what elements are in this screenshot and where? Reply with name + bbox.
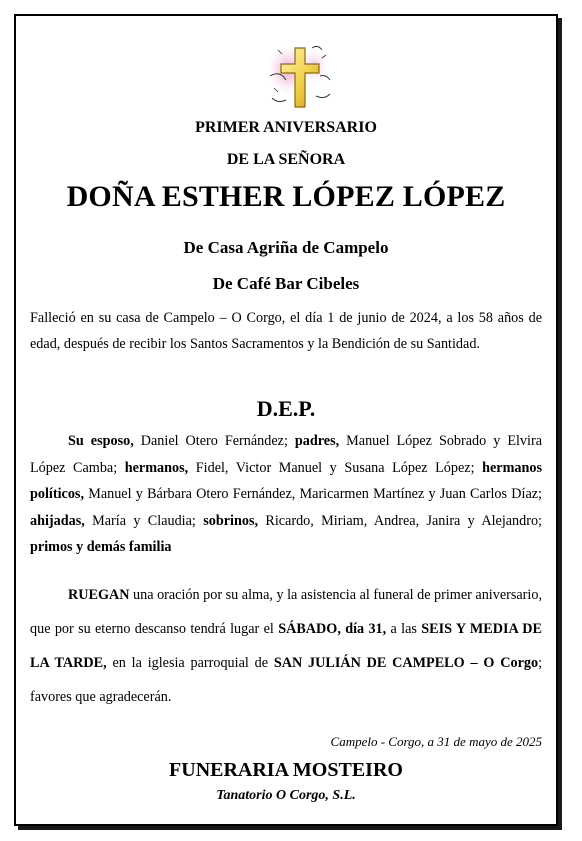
funeral-day: SÁBADO, día 31, xyxy=(278,621,387,637)
hermanos-label: hermanos, xyxy=(124,459,189,476)
ruegan-label: RUEGAN xyxy=(68,587,130,603)
politicos-text: Manuel y Bárbara Otero Fernández, Maricarmen Martínez y Juan Carlos Díaz; xyxy=(84,486,542,502)
primos-label: primos y demás familia xyxy=(30,539,172,555)
sobrinos-label: sobrinos, xyxy=(203,512,259,529)
dep-heading: D.E.P. xyxy=(256,396,316,421)
padres-label: padres, xyxy=(294,433,340,449)
place-date: Campelo - Corgo, a 31 de mayo de 2025 xyxy=(330,734,542,749)
ahijadas-label: ahijadas, xyxy=(30,512,85,529)
esposo-text: Daniel Otero Fernández; xyxy=(133,433,295,449)
church-name: SAN JULIÁN DE CAMPELO – O Corgo xyxy=(273,655,539,671)
padres-text: Manuel López Sobrado y Elvira López Camba; xyxy=(30,433,542,476)
funeral-time: SEIS Y MEDIA DE LA TARDE, xyxy=(30,621,542,671)
request-text-1: una oración por su alma, y la asistencia al funeral de primer aniversario, que por su eterno descanso tendrá lugar el xyxy=(30,587,542,637)
request-text-2: a las xyxy=(386,621,422,637)
deceased-name: DOÑA ESTHER LÓPEZ LÓPEZ xyxy=(66,180,506,213)
house-line-2: De Café Bar Cibeles xyxy=(212,274,360,293)
title-line-2: DE LA SEÑORA xyxy=(226,151,346,168)
hermanos-text: Fidel, Victor Manuel y Susana López López; xyxy=(188,459,483,476)
obituary-card xyxy=(14,14,558,826)
title-line-1: PRIMER ANIVERSARIO xyxy=(195,119,377,136)
family-paragraph xyxy=(30,428,542,561)
cross-icon xyxy=(262,36,338,128)
funeral-company: Tanatorio O Corgo, S.L. xyxy=(216,788,356,803)
esposo-label: Su esposo, xyxy=(68,433,134,449)
ahijadas-text: María y Claudia; xyxy=(84,512,204,529)
request-text-3: en la iglesia parroquial de xyxy=(106,655,274,671)
politicos-label: hermanos políticos, xyxy=(30,459,543,502)
sobrinos-text: Ricardo, Miriam, Andrea, Janira y Alejandro; xyxy=(258,512,543,529)
house-line-1: De Casa Agriña de Campelo xyxy=(183,238,389,257)
request-text-4: ; favores que agradecerán. xyxy=(30,655,543,705)
funeral-home-name: FUNERARIA MOSTEIRO xyxy=(169,759,403,781)
request-paragraph xyxy=(30,578,542,714)
death-notice: Falleció en su casa de Campelo – O Corgo, el día 1 de junio de 2024, a los 58 años de edad, después de recibir los Santos Sacramentos y la Bendición de su Santidad. xyxy=(30,310,542,352)
